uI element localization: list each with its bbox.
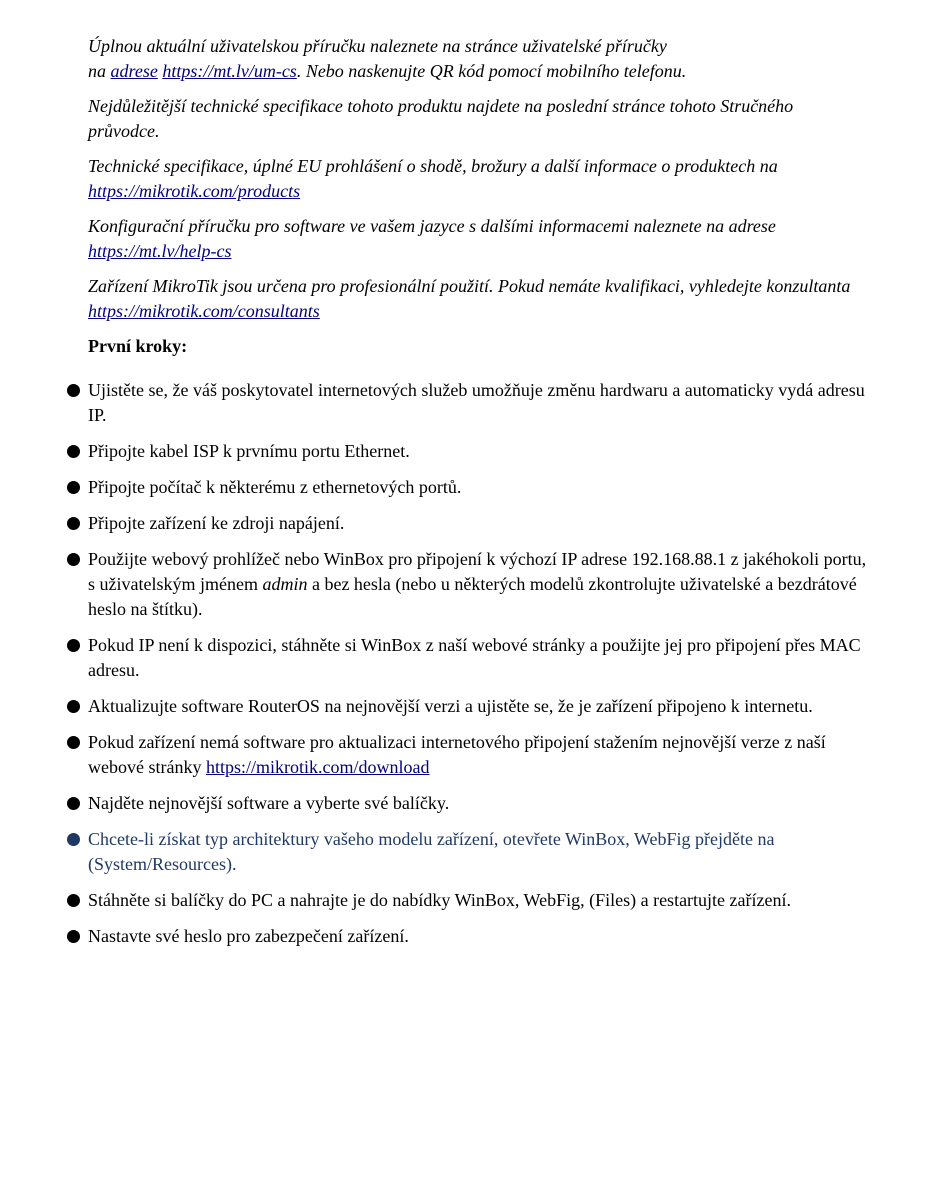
list-item: Použijte webový prohlížeč nebo WinBox pro připojení k výchozí IP adrese 192.168.88.1 z jakéhokoli portu, s uživatelským jménem admin a bez hesla (nebo u některých modelů zkontrolujte uživatelské a bezdrátové heslo na štítku). bbox=[88, 547, 868, 622]
list-item: Chcete-li získat typ architektury vašeho modelu zařízení, otevřete WinBox, WebFig přejděte na (System/Resources). bbox=[88, 827, 868, 877]
bullet-icon bbox=[67, 445, 80, 458]
consultants-link[interactable]: https://mikrotik.com/consultants bbox=[88, 301, 320, 321]
specs-paragraph: Nejdůležitější technické specifikace tohoto produktu najdete na poslední stránce tohoto Stručného průvodce. bbox=[88, 96, 794, 141]
list-item: Připojte počítač k některému z ethernetových portů. bbox=[88, 475, 868, 500]
intro-section bbox=[88, 34, 868, 324]
manual-url-link[interactable]: https://mt.lv/um-cs bbox=[162, 61, 297, 81]
user-manual-paragraph: Úplnou aktuální uživatelskou příručku naleznete na stránce uživatelské příručky na adrese https://mt.lv/um-cs. Nebo naskenujte QR kód pomocí mobilního telefonu. bbox=[88, 36, 687, 81]
list-item: Stáhněte si balíčky do PC a nahrajte je do nabídky WinBox, WebFig, (Files) a restartujte zařízení. bbox=[88, 888, 868, 913]
manual-address-link[interactable]: adrese bbox=[110, 61, 158, 81]
list-item: Připojte zařízení ke zdroji napájení. bbox=[88, 511, 868, 536]
list-item: Nastavte své heslo pro zabezpečení zařízení. bbox=[88, 924, 868, 949]
first-steps-list bbox=[88, 378, 868, 949]
bullet-icon bbox=[67, 384, 80, 397]
first-steps-heading: První kroky: bbox=[88, 336, 188, 356]
bullet-icon bbox=[67, 833, 80, 846]
bullet-icon bbox=[67, 930, 80, 943]
bullet-icon bbox=[67, 736, 80, 749]
bullet-icon bbox=[67, 797, 80, 810]
bullet-icon bbox=[67, 700, 80, 713]
admin-username: admin bbox=[262, 574, 308, 594]
list-item: Aktualizujte software RouterOS na nejnovější verzi a ujistěte se, že je zařízení připojeno k internetu. bbox=[88, 694, 868, 719]
list-item: Pokud IP není k dispozici, stáhněte si WinBox z naší webové stránky a použijte jej pro připojení přes MAC adresu. bbox=[88, 633, 868, 683]
list-item: Pokud zařízení nemá software pro aktualizaci internetového připojení stažením nejnovější verze z naší webové stránky https://mikrotik.com/download bbox=[88, 730, 868, 780]
list-item: Ujistěte se, že váš poskytovatel internetových služeb umožňuje změnu hardwaru a automaticky vydá adresu IP. bbox=[88, 378, 868, 428]
help-link[interactable]: https://mt.lv/help-cs bbox=[88, 241, 232, 261]
bullet-icon bbox=[67, 517, 80, 530]
bullet-icon bbox=[67, 553, 80, 566]
download-link[interactable]: https://mikrotik.com/download bbox=[205, 757, 430, 777]
list-item: Připojte kabel ISP k prvnímu portu Ethernet. bbox=[88, 439, 868, 464]
bullet-icon bbox=[67, 639, 80, 652]
consultants-paragraph: Zařízení MikroTik jsou určena pro profesionální použití. Pokud nemáte kvalifikaci, vyhledejte konzultanta https://mikrotik.com/consultants bbox=[88, 276, 851, 321]
products-link[interactable]: https://mikrotik.com/products bbox=[88, 181, 301, 201]
help-paragraph: Konfigurační příručku pro software ve vašem jazyce s dalšími informacemi naleznete na adrese https://mt.lv/help-cs bbox=[88, 216, 776, 261]
bullet-icon bbox=[67, 894, 80, 907]
document-page bbox=[88, 34, 868, 960]
products-paragraph: Technické specifikace, úplné EU prohlášení o shodě, brožury a další informace o produktech na https://mikrotik.com/products bbox=[88, 156, 778, 201]
list-item: Najděte nejnovější software a vyberte své balíčky. bbox=[88, 791, 868, 816]
bullet-icon bbox=[67, 481, 80, 494]
